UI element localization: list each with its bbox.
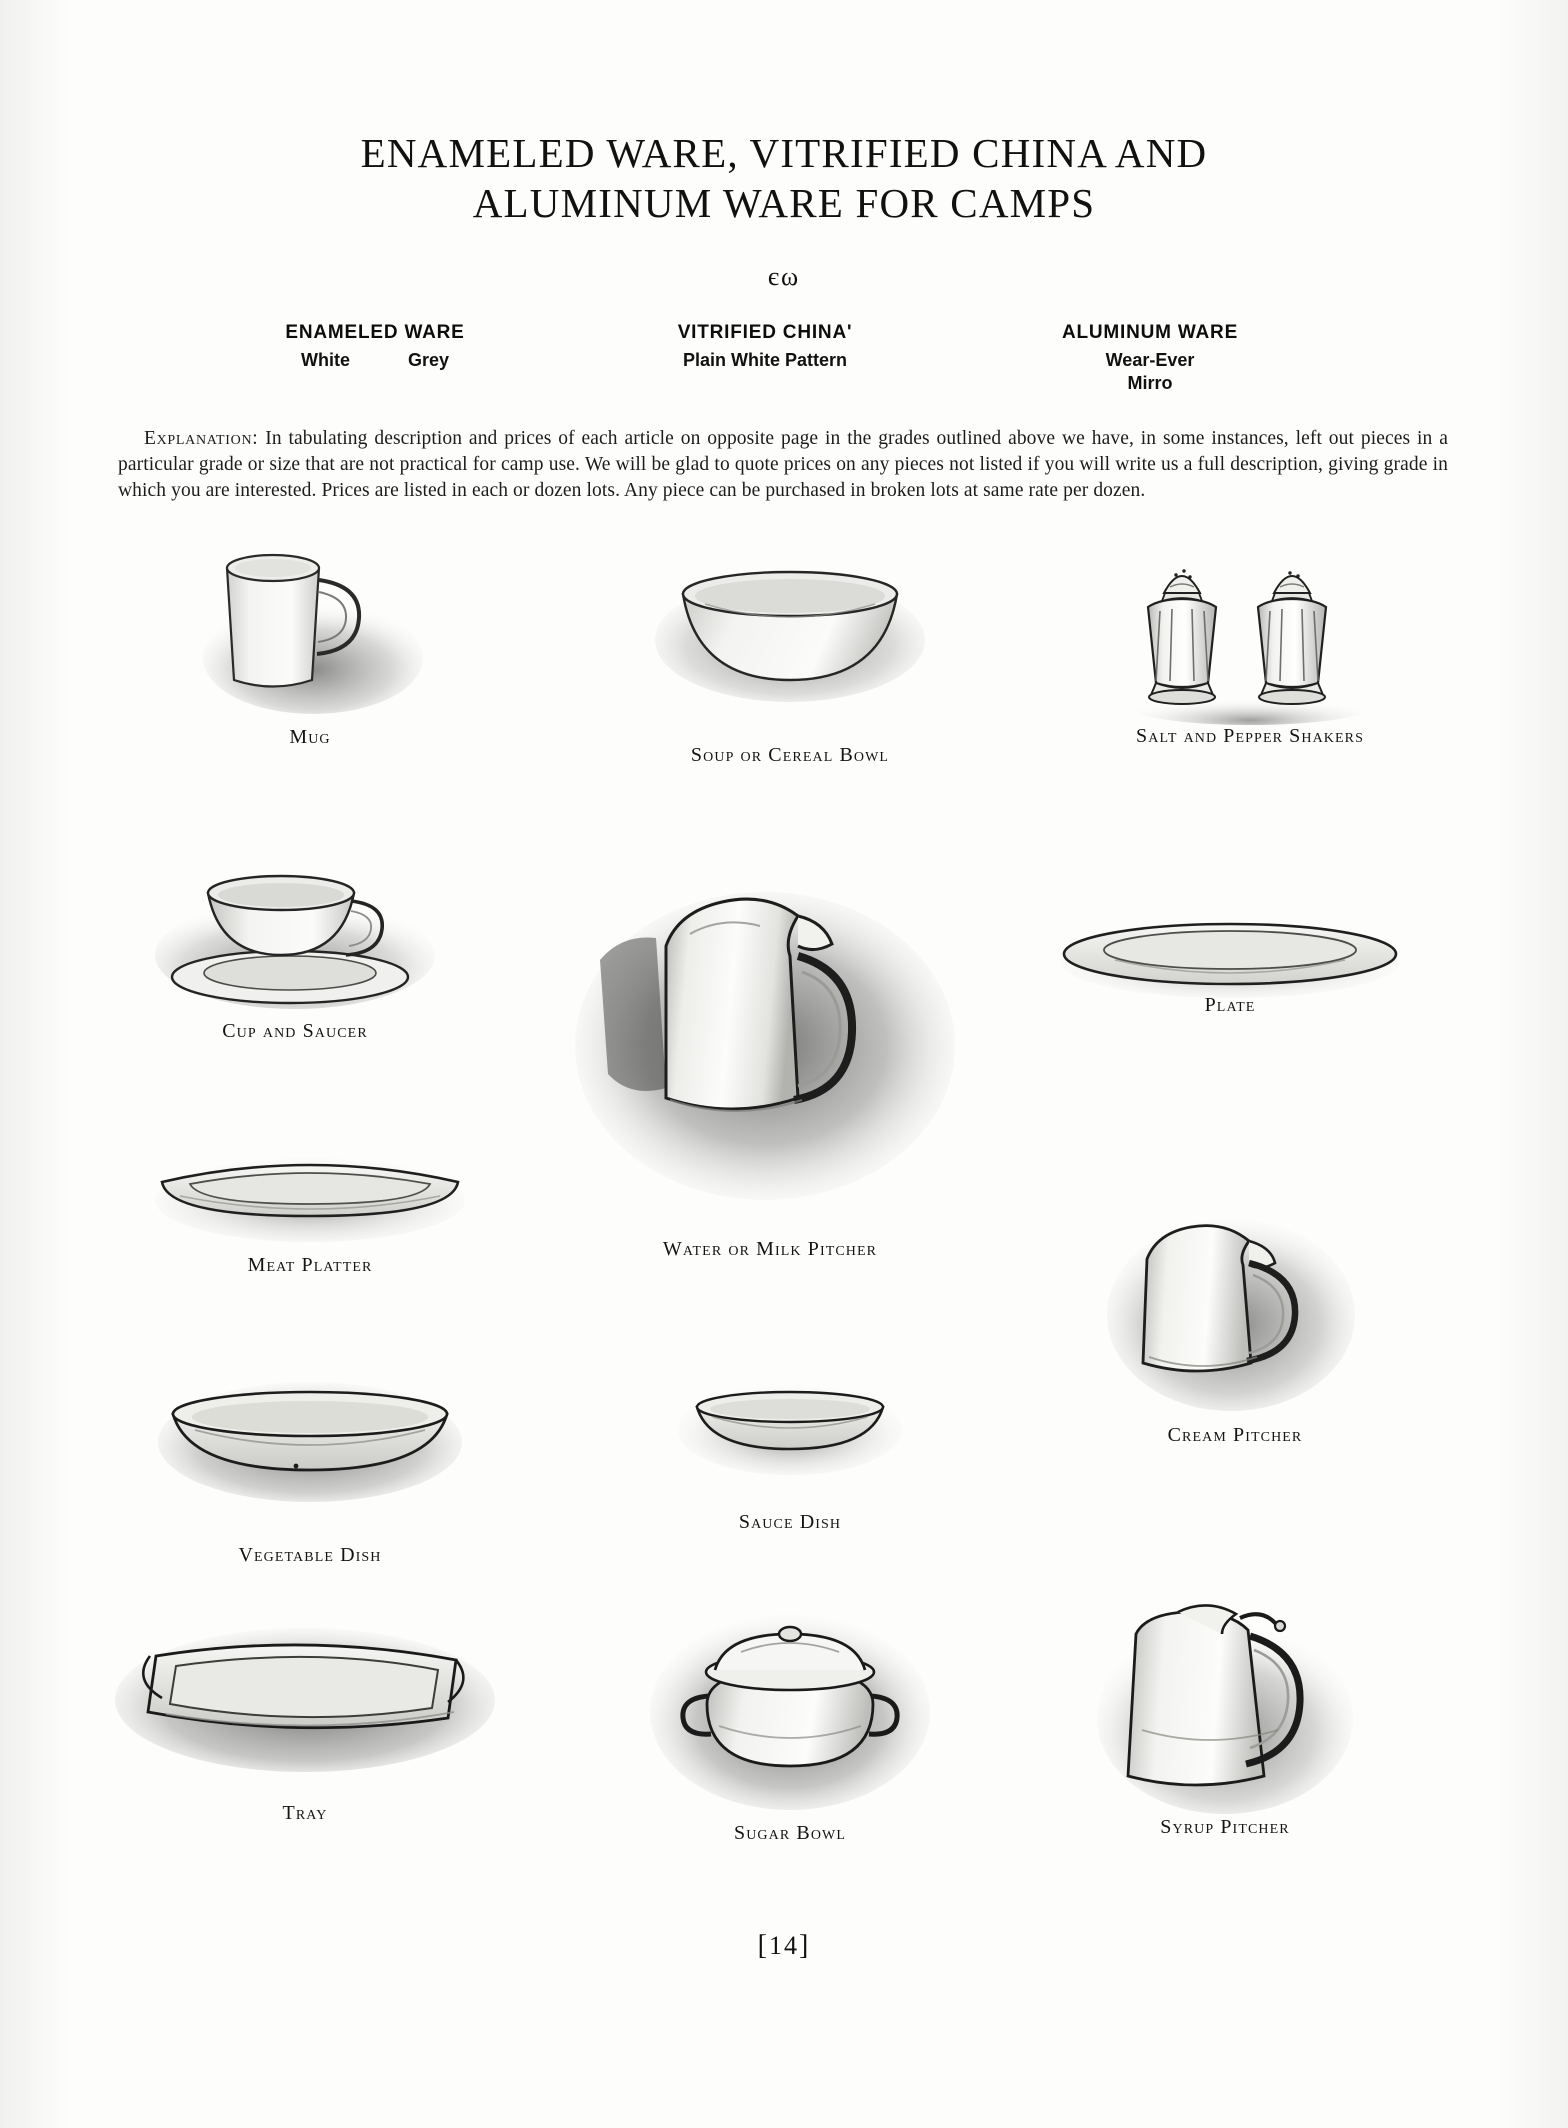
page-number-left-bracket: [ (757, 1930, 769, 1961)
figure-cup-and-saucer (150, 855, 440, 1042)
page-number (0, 1930, 1568, 1962)
grade-column-vitrified-china (600, 322, 930, 371)
figure-salt-and-pepper-shakers (1100, 545, 1400, 747)
figure-mug (185, 540, 435, 748)
soup-or-cereal-bowl-illustration (645, 560, 935, 710)
grade-sub-vitrified: Plain White Pattern (682, 350, 848, 370)
explanation-paragraph (118, 426, 1448, 504)
figure-syrup-pitcher (1090, 1590, 1360, 1838)
figure-vegetable-dish (155, 1370, 465, 1566)
salt-and-pepper-shakers-illustration (1100, 545, 1400, 725)
caption-soup-or-cereal-bowl: Soup or Cereal Bowl (690, 744, 890, 766)
vegetable-dish-illustration (155, 1370, 465, 1510)
syrup-pitcher-illustration (1090, 1590, 1360, 1820)
figure-cream-pitcher (1105, 1205, 1365, 1446)
caption-syrup-pitcher: Syrup Pitcher (1160, 1816, 1290, 1838)
caption-water-or-milk-pitcher: Water or Milk Pitcher (662, 1238, 878, 1260)
caption-sauce-dish: Sauce Dish (738, 1511, 842, 1533)
caption-meat-platter: Meat Platter (247, 1254, 373, 1276)
figure-plate (1055, 910, 1405, 1016)
grade-sub-enameled (230, 350, 520, 371)
caption-mug: Mug (289, 726, 331, 748)
caption-vegetable-dish: Vegetable Dish (238, 1544, 382, 1566)
page-number-value: 14 (769, 1931, 799, 1960)
caption-salt-and-pepper-shakers: Salt and Pepper Shakers (1136, 725, 1364, 747)
meat-platter-illustration (150, 1140, 470, 1250)
sugar-bowl-illustration (645, 1600, 935, 1815)
caption-tray: Tray (282, 1802, 328, 1824)
caption-sugar-bowl: Sugar Bowl (733, 1822, 846, 1844)
tray-illustration (110, 1610, 500, 1780)
plate-illustration (1055, 910, 1405, 1000)
grade-sub-mirro: Mirro (1127, 373, 1173, 393)
grade-sub-white: White (300, 350, 350, 370)
grade-column-aluminum-ware (980, 322, 1320, 394)
cream-pitcher-illustration (1105, 1205, 1365, 1420)
water-or-milk-pitcher-illustration (570, 860, 970, 1240)
explanation-text: In tabulating description and prices of each article on opposite page in the grades outlined above we have, in some instances, left out pieces in a particular grade or size that are not practical for camp use. We will be glad to quote prices on any pieces not listed if you will write us a full description, giving grade in which you are interested. Prices are listed in each or dozen lots. Any piece can be purchased in broken lots at same rate per dozen. (118, 428, 1448, 501)
grade-title-enameled: ENAMELED WARE (285, 322, 465, 343)
grade-title-aluminum: ALUMINUM WARE (1061, 322, 1239, 343)
figure-soup-or-cereal-bowl (645, 560, 935, 766)
figure-tray (110, 1610, 500, 1824)
grade-sub-wear-ever: Wear-Ever (1105, 350, 1195, 370)
caption-plate: Plate (1204, 994, 1256, 1016)
sauce-dish-illustration (675, 1375, 905, 1485)
page-title (150, 128, 1418, 228)
page-number-right-bracket: ] (799, 1930, 811, 1961)
figure-sugar-bowl (645, 1600, 935, 1844)
figure-sauce-dish (675, 1375, 905, 1533)
caption-cream-pitcher: Cream Pitcher (1167, 1424, 1303, 1446)
grade-title-vitrified: VITRIFIED CHINA' (677, 322, 853, 343)
figure-water-or-milk-pitcher (570, 860, 970, 1260)
explanation-label: Explanation: (144, 428, 259, 449)
page-title-line-2: ALUMINUM WARE FOR CAMPS (472, 180, 1096, 227)
grades-row (150, 322, 1418, 402)
caption-cup-and-saucer: Cup and Saucer (222, 1020, 368, 1042)
grade-sub-grey: Grey (407, 350, 450, 370)
grade-column-enameled-ware (230, 322, 520, 371)
mug-illustration (185, 540, 435, 720)
figure-meat-platter (150, 1140, 470, 1276)
flourish-ornament: єω (767, 262, 801, 291)
cup-and-saucer-illustration (150, 855, 440, 1015)
page-title-line-1: ENAMELED WARE, VITRIFIED CHINA AND (360, 130, 1208, 176)
